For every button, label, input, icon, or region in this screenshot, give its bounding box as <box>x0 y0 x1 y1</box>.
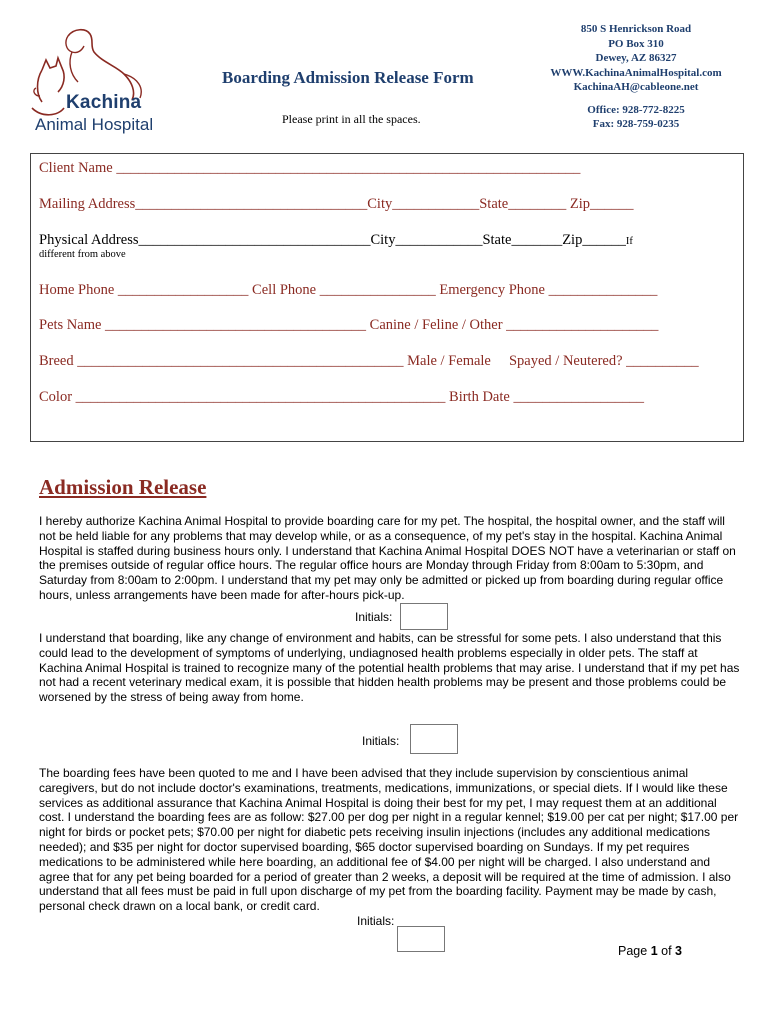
initials-box-2[interactable] <box>410 724 458 754</box>
release-paragraph-1: I hereby authorize Kachina Animal Hospital to provide boarding care for my pet. The hospital, the hospital owner, and the staff will not be held liable for any problems that may develop while, or as a consequence, of my pet's stay in the hospital. Kachina Animal Hospital is staffed during business hours only. I understand that Kachina Animal Hospital DOES NOT have a veterinarian or staff on the premises outside of regular office hours. The regular office hours are Monday through Friday from 8:00am to 5:30pm, and Saturday from 8:00am to 2:00pm. I understand that my pet may only be admitted or picked up from boarding during regular office hours, unless arrangements have been made for after-hours pick-up. <box>39 514 736 602</box>
breed-field[interactable]: Breed _____________________________________________ Male / Female Spayed / Neutered? __________ <box>39 353 699 369</box>
form-instruction: Please print in all the spaces. <box>282 112 421 126</box>
client-name-field[interactable]: Client Name ________________________________________________________________ <box>39 160 581 176</box>
address-fax: Fax: 928-759-0235 <box>592 118 680 130</box>
physical-address-label: Physical Address________________________________City____________State_______Zip______ <box>39 232 626 248</box>
address-street: 850 S Henrickson Road <box>580 23 692 35</box>
section-title: Admission Release <box>39 475 207 499</box>
initials-label-3: Initials: <box>357 914 395 928</box>
address-city: Dewey, AZ 86327 <box>595 52 677 64</box>
logo-name: Kachina <box>66 92 142 113</box>
initials-box-1[interactable] <box>400 603 448 630</box>
logo-subtitle: Animal Hospital <box>35 115 154 134</box>
physical-address-note: different from above <box>39 249 126 260</box>
page-number <box>618 944 682 958</box>
page-total: 3 <box>675 944 682 958</box>
hospital-address <box>536 22 736 132</box>
page-word: Page <box>618 944 648 958</box>
page-of-word: of <box>661 944 672 958</box>
initials-label-1: Initials: <box>355 610 393 624</box>
physical-if-note: If <box>625 236 633 247</box>
page-current: 1 <box>650 944 658 958</box>
phone-fields[interactable]: Home Phone __________________ Cell Phone ________________ Emergency Phone _______________ <box>39 282 658 298</box>
mailing-address-field[interactable]: Mailing Address________________________________City____________State________ Zip______ <box>39 196 634 212</box>
address-website: WWW.KachinaAnimalHospital.com <box>550 66 722 79</box>
pet-name-field[interactable]: Pets Name ____________________________________ Canine / Feline / Other _____________________ <box>39 317 659 333</box>
initials-label-2: Initials: <box>362 734 400 748</box>
color-field[interactable]: Color ___________________________________________________ Birth Date __________________ <box>39 389 644 405</box>
release-paragraph-2: I understand that boarding, like any change of environment and habits, can be stressful for some pets. I also understand that this could lead to the development of symptoms of underlying, undiagnosed health problems especially in older pets. The staff at Kachina Animal Hospital is trained to recognize many of the potential health problems that may arise. I understand that if my pet has not had a recent veterinary medical exam, it is possible that hidden health problems may be present and those problems could be worsened by the stress of being away from home. <box>39 631 740 705</box>
initials-box-3[interactable] <box>397 926 445 952</box>
address-office-phone: Office: 928-772-8225 <box>587 103 685 116</box>
address-email: KachinaAH@cableone.net <box>573 81 699 93</box>
address-po-box: PO Box 310 <box>608 37 664 50</box>
release-paragraph-3: The boarding fees have been quoted to me and I have been advised that they include supervision by conscientious animal caregivers, but do not include doctor's examinations, treatments, medications, immunizations, or special diets. If I would like these services as additional assurance that Kachina Animal Hospital is doing their best for my pet, I may request them at an additional cost. I understand the boarding fees are as follow: $27.00 per dog per night in a regular kennel; $19.00 per cat per night; $17.00 per night for birds or pocket pets; $70.00 per night for diabetic pets receiving insulin injections (includes any additional medications needed); and $35 per night for doctor supervised boarding, $65 doctor supervised boarding on Sundays. If my pet requires medications to be administered while here boarding, an additional fee of $4.00 per night will be charged. I also understand and agree that for any pet being boarded for a period of greater than 2 weeks, a deposit will be required at the time of admission. I also understand that all fees must be paid in full upon discharge of my pet from the boarding facility. Payment may be made by cash, personal check drawn on a local bank, or credit card. <box>39 766 739 914</box>
physical-address-field[interactable] <box>39 232 633 249</box>
form-title: Boarding Admission Release Form <box>222 68 474 87</box>
